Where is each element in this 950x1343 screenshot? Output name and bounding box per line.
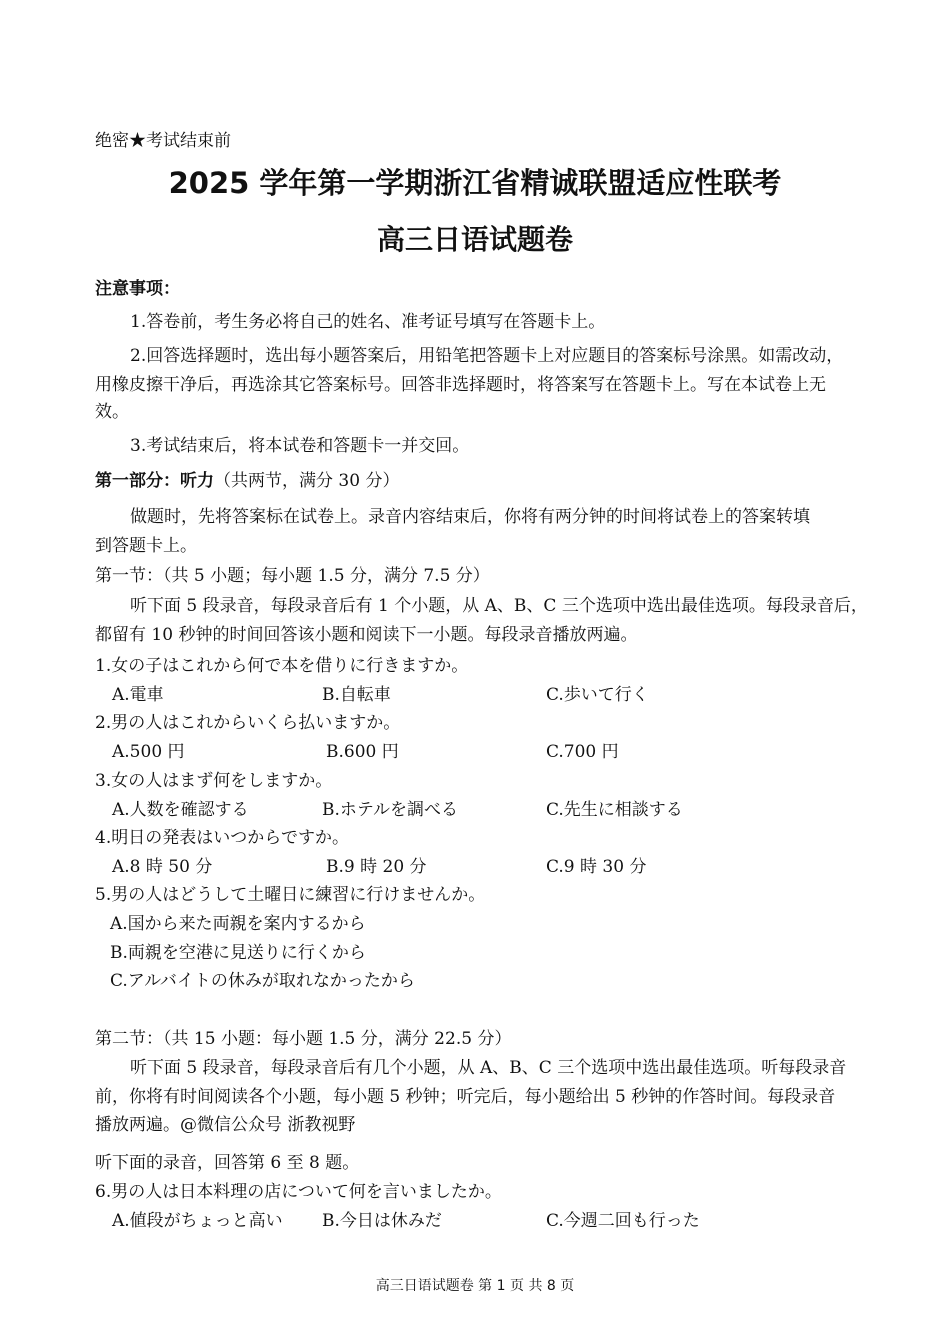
section2-intro-line-3: 播放两遍。@微信公众号 浙教视野 <box>95 1115 356 1135</box>
section2-intro-line-1: 听下面 5 段录音，每段录音后有几个小题，从 A、B、C 三个选项中选出最佳选项。听每段录音 <box>130 1058 847 1078</box>
question-2-option-c: C.700 円 <box>546 742 619 762</box>
question-5-option-c: C.アルバイトの休みが取れなかったから <box>110 971 415 991</box>
question-2-stem: 2.男の人はこれからいくら払いますか。 <box>95 713 401 733</box>
part1-intro-line-2: 到答题卡上。 <box>95 536 197 556</box>
question-6-option-a: A.値段がちょっと高い <box>112 1211 283 1231</box>
exam-subtitle: 高三日语试题卷 <box>376 223 573 256</box>
section1-intro-line-2: 都留有 10 秒钟的时间回答该小题和阅读下一小题。每段录音播放两遍。 <box>95 625 638 645</box>
question-1-option-c: C.歩いて行く <box>546 685 649 705</box>
question-6-option-c: C.今週二回も行った <box>546 1211 700 1231</box>
question-3-stem: 3.女の人はまず何をしますか。 <box>95 771 333 791</box>
section2-heading: 第二节：（共 15 小题：每小题 1.5 分，满分 22.5 分） <box>95 1029 512 1049</box>
question-6-option-b: B.今日は休みだ <box>322 1211 442 1231</box>
question-4-stem: 4.明日の発表はいつからですか。 <box>95 828 350 848</box>
notice-heading: 注意事项： <box>95 279 180 299</box>
question-3-option-a: A.人数を確認する <box>112 800 249 820</box>
exam-title: 2025 学年第一学期浙江省精诚联盟适应性联考 <box>168 166 782 200</box>
part1-intro-line-1: 做题时，先将答案标在试卷上。录音内容结束后，你将有两分钟的时间将试卷上的答案转填 <box>130 507 810 527</box>
question-2-option-a: A.500 円 <box>112 742 185 762</box>
notice-item-2-line-2: 用橡皮擦干净后，再选涂其它答案标号。回答非选择题时，将答案写在答题卡上。写在本试卷上无 <box>95 375 826 395</box>
part1-heading-bold: 第一部分：听力 <box>95 471 214 491</box>
question-5-option-a: A.国から来た両親を案内するから <box>110 914 366 934</box>
section2-intro-line-2: 前，你将有时间阅读各个小题，每小题 5 秒钟；听完后，每小题给出 5 秒钟的作答时间。每段录音 <box>95 1087 836 1107</box>
question-3-option-b: B.ホテルを調べる <box>322 800 459 820</box>
notice-item-2-line-1: 2.回答选择题时，选出每小题答案后，用铅笔把答题卡上对应题目的答案标号涂黑。如需改动， <box>130 346 844 366</box>
question-2-option-b: B.600 円 <box>326 742 399 762</box>
question-4-option-a: A.8 時 50 分 <box>112 857 213 877</box>
question-3-option-c: C.先生に相談する <box>546 800 683 820</box>
notice-item-1: 1.答卷前，考生务必将自己的姓名、准考证号填写在答题卡上。 <box>130 312 606 332</box>
question-1-option-a: A.電車 <box>112 685 164 705</box>
part1-heading-rest: （共两节，满分 30 分） <box>214 471 400 491</box>
question-4-option-b: B.9 時 20 分 <box>326 857 427 877</box>
question-6-stem: 6.男の人は日本料理の店について何を言いましたか。 <box>95 1182 502 1202</box>
notice-item-2-line-3: 效。 <box>95 402 129 422</box>
listening-group-instruction: 听下面的录音，回答第 6 至 8 题。 <box>95 1153 360 1173</box>
question-4-option-c: C.9 時 30 分 <box>546 857 647 877</box>
question-1-stem: 1.女の子はこれから何で本を借りに行きますか。 <box>95 656 469 676</box>
notice-item-3: 3.考试结束后，将本试卷和答题卡一并交回。 <box>130 436 470 456</box>
section1-heading: 第一节：（共 5 小题；每小题 1.5 分，满分 7.5 分） <box>95 566 490 586</box>
page-footer: 高三日语试题卷 第 1 页 共 8 页 <box>375 1278 575 1294</box>
confidential-mark: 绝密★考试结束前 <box>95 131 231 151</box>
question-5-option-b: B.両親を空港に見送りに行くから <box>110 943 366 963</box>
question-1-option-b: B.自転車 <box>322 685 391 705</box>
question-5-stem: 5.男の人はどうして土曜日に練習に行けませんか。 <box>95 885 486 905</box>
part1-heading <box>95 470 399 492</box>
section1-intro-line-1: 听下面 5 段录音，每段录音后有 1 个小题，从 A、B、C 三个选项中选出最佳选项。每段录音后， <box>130 596 868 616</box>
